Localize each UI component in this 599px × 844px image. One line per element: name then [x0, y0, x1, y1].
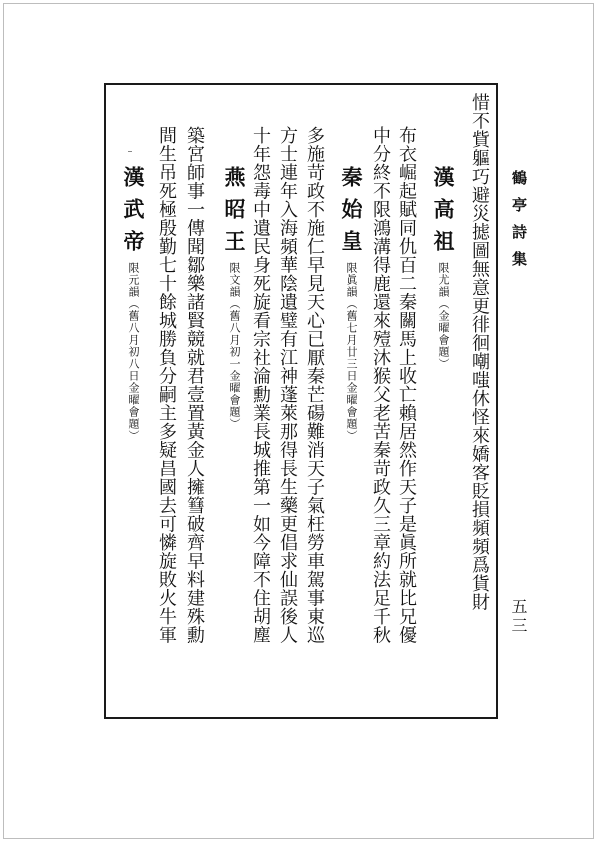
verse: 十年怨毒中遺民 — [250, 126, 271, 256]
verse: 蓬萊那得長生藥 — [277, 385, 298, 515]
verse: 嘲嗤休怪來嬌客 — [469, 352, 490, 482]
verse: 方士連年入海頻 — [277, 126, 298, 256]
verse: 摅圖無意更徘徊 — [469, 222, 490, 352]
verse: 三章約法足千秋 — [370, 514, 391, 644]
title-name: 燕昭王 — [222, 166, 247, 262]
verse: 壹置黃金人擁篲 — [184, 385, 205, 515]
poem-line — [371, 126, 389, 644]
date-note: （舊八月初一金曜會題） — [228, 298, 241, 430]
verse: 間生吊死極殷勤 — [156, 126, 177, 256]
verse: 百二秦關馬上收 — [396, 255, 417, 385]
poem-title — [433, 166, 454, 370]
title-name: 漢高祖 — [431, 166, 456, 262]
poem-line — [470, 93, 488, 611]
verse: 多施苛政不施仁 — [304, 126, 325, 256]
verse: 更倡求仙誤後人 — [277, 514, 298, 644]
verse: 嗣主多疑昌國去 — [156, 385, 177, 515]
verse: 破齊早料建殊勳 — [184, 514, 205, 644]
verse: 芒碭難消天子氣 — [304, 385, 325, 515]
title-name: 秦始皇 — [339, 166, 364, 262]
margin-tick — [128, 151, 132, 152]
poem-title — [224, 166, 245, 430]
poem-line — [278, 126, 296, 644]
verse: 父老苦秦苛政久 — [370, 385, 391, 515]
rhyme-note: 限尤韻 — [437, 262, 450, 298]
verse: 身死旋看宗社淪 — [250, 255, 271, 385]
verse: 中分終不限鴻溝 — [370, 126, 391, 256]
poem-title — [341, 166, 362, 442]
page-number: 五三 — [509, 598, 528, 636]
verse: 貶損頻頻爲貨財 — [469, 481, 490, 611]
verse: 亡賴居然作天子 — [396, 385, 417, 515]
rhyme-note: 限文韻 — [228, 262, 241, 298]
rhyme-note: 限元韻 — [127, 262, 140, 298]
verse: 早見天心已厭秦 — [304, 255, 325, 385]
date-note: （舊八月初八日金曜會題） — [127, 298, 140, 442]
verse: 築宮師事一傳聞 — [184, 126, 205, 256]
date-note: （舊七月廿三日金曜會題） — [345, 298, 358, 442]
poem-line — [185, 126, 203, 644]
running-title: 鶴亭詩集 — [510, 170, 528, 278]
verse: 鄒樂諸賢競就君 — [184, 255, 205, 385]
verse: 華陰遺璧有江神 — [277, 255, 298, 385]
date-note: （金曜會題） — [437, 298, 450, 370]
poem-line — [397, 126, 415, 644]
verse: 勳業長城推第一 — [250, 385, 271, 515]
verse: 七十餘城勝負分 — [156, 255, 177, 385]
verse: 如今障不住胡塵 — [250, 514, 271, 644]
verse: 可憐旋敗火牛軍 — [156, 514, 177, 644]
verse: 枉勞車駕事東巡 — [304, 514, 325, 644]
verse: 惜不貲軀巧避災 — [469, 93, 490, 223]
title-name: 漢武帝 — [121, 166, 146, 262]
verse: 布衣崛起賦同仇 — [396, 126, 417, 256]
poem-line — [305, 126, 323, 644]
rhyme-note: 限眞韻 — [345, 262, 358, 298]
verse: 得鹿還來殪沐猴 — [370, 255, 391, 385]
poem-title — [123, 166, 144, 442]
verse: 是眞所就比兄優 — [396, 514, 417, 644]
poem-line — [157, 126, 175, 644]
poem-line — [251, 126, 269, 644]
